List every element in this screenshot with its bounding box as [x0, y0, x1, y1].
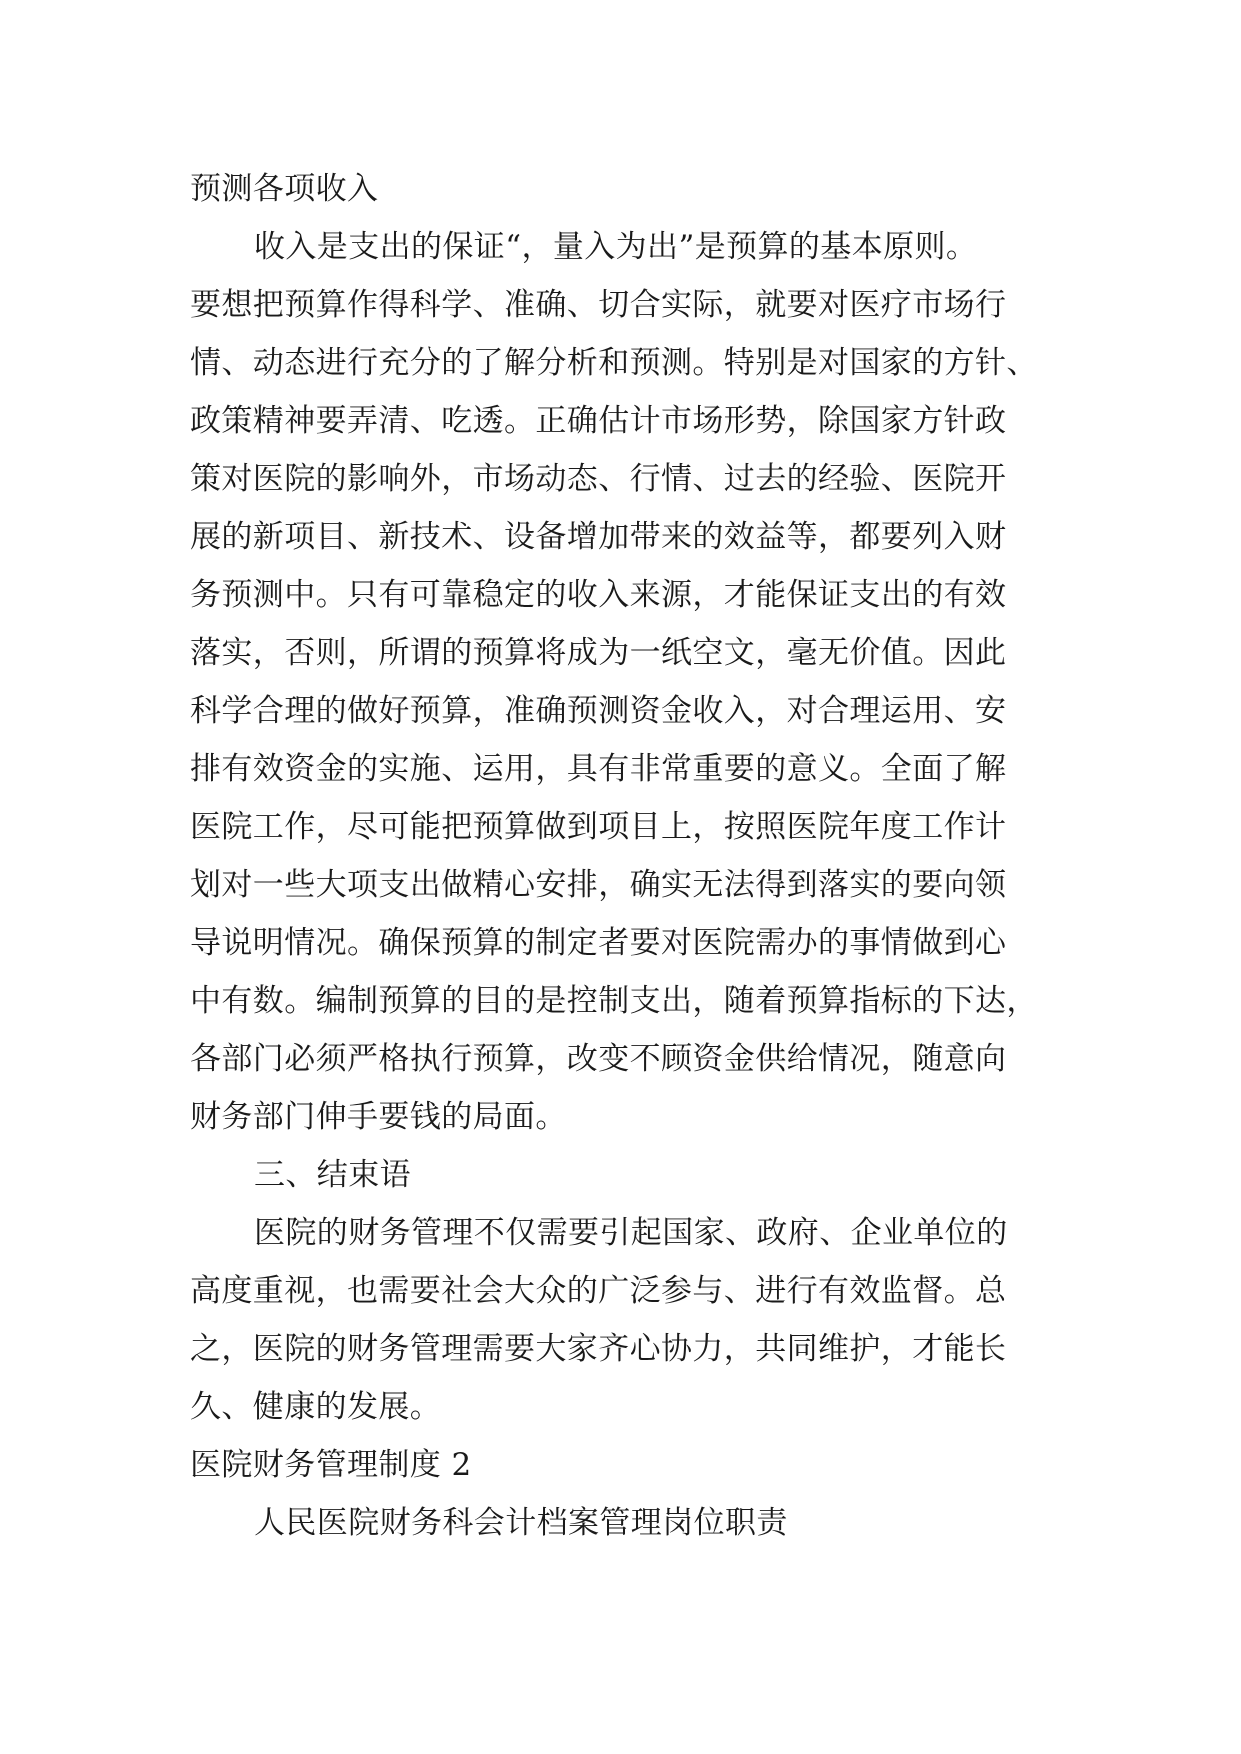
paragraph-line: 情、动态进行充分的了解分析和预测。特别是对国家的方针、	[190, 345, 1038, 381]
paragraph-line: 展的新项目、新技术、设备增加带来的效益等，都要列入财	[190, 519, 1007, 555]
document-subtitle-2: 人民医院财务科会计档案管理岗位职责	[254, 1505, 788, 1541]
paragraph-line: 政策精神要弄清、吃透。正确估计市场形势，除国家方针政	[190, 403, 1007, 439]
document-body	[190, 160, 1070, 1552]
paragraph-line: 要想把预算作得科学、准确、切合实际，就要对医疗市场行	[190, 287, 1007, 323]
paragraph-line: 排有效资金的实施、运用，具有非常重要的意义。全面了解	[190, 751, 1007, 787]
paragraph-line: 医院工作，尽可能把预算做到项目上，按照医院年度工作计	[190, 809, 1007, 845]
paragraph-line: 医院的财务管理不仅需要引起国家、政府、企业单位的	[254, 1215, 1008, 1251]
document-title-2: 医院财务管理制度 2	[190, 1447, 472, 1483]
paragraph-line: 高度重视，也需要社会大众的广泛参与、进行有效监督。总	[190, 1273, 1007, 1309]
paragraph-line: 收入是支出的保证“，量入为出”是预算的基本原则。	[254, 229, 978, 265]
paragraph-line: 划对一些大项支出做精心安排，确实无法得到落实的要向领	[190, 867, 1007, 903]
paragraph-conclusion	[190, 1204, 1070, 1436]
paragraph-line: 务预测中。只有可靠稳定的收入来源，才能保证支出的有效	[190, 577, 1007, 613]
paragraph-line: 财务部门伸手要钱的局面。	[190, 1099, 567, 1135]
paragraph-line: 久、健康的发展。	[190, 1389, 442, 1425]
paragraph-line: 各部门必须严格执行预算，改变不顾资金供给情况，随意向	[190, 1041, 1007, 1077]
paragraph-line: 之，医院的财务管理需要大家齐心协力，共同维护，才能长	[190, 1331, 1007, 1367]
paragraph-income-forecast	[190, 218, 1070, 1146]
paragraph-line: 策对医院的影响外，市场动态、行情、过去的经验、医院开	[190, 461, 1007, 497]
section-heading: 预测各项收入	[190, 171, 379, 207]
paragraph-line: 科学合理的做好预算，准确预测资金收入，对合理运用、安	[190, 693, 1007, 729]
paragraph-line: 中有数。编制预算的目的是控制支出，随着预算指标的下达，	[190, 983, 1038, 1019]
paragraph-line: 导说明情况。确保预算的制定者要对医院需办的事情做到心	[190, 925, 1007, 961]
subheading-conclusion: 三、结束语	[254, 1157, 411, 1193]
paragraph-line: 落实，否则，所谓的预算将成为一纸空文，毫无价值。因此	[190, 635, 1007, 671]
